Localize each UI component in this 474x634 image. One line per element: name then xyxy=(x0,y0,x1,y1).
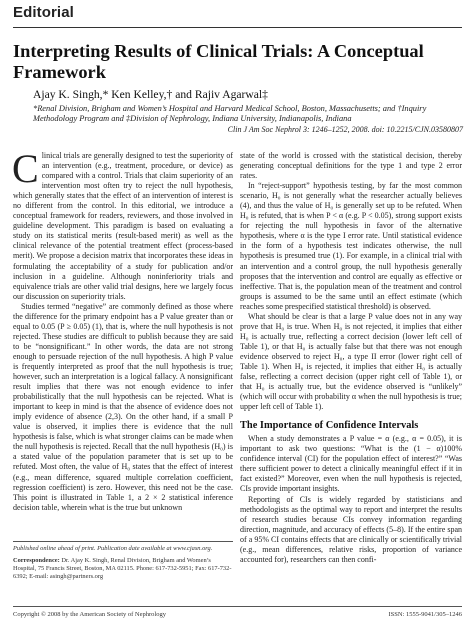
footer-rule xyxy=(13,606,462,607)
correspondence-note xyxy=(13,557,233,582)
body-paragraph: state of the world is crossed with the statistical decision, thereby generating conceptual definitions for the type 1 and type 2 error rates. xyxy=(240,151,462,181)
correspondence-text: Dr. Ajay K. Singh, Renal Division, Brigham and Women’s Hospital, 75 Francis Street, Boston, MA 02115. Phone: 617-732-5951; Fax: 617-732-6392; E-mail: asingh@partners.org xyxy=(13,557,232,581)
intro-text: linical trials are generally designed to test the superiority of an intervention (e.g., treatment, procedure, or device) as compared with a control. Trials that claim superiority of an intervention most often try to reject the null hypothesis, which generally states that the effect of an intervention of interest is no different from the control. In this editorial, we introduce a conceptual framework for readers, reviewers, and those involved in guideline development. This paradigm is based on evaluating a study on its statistical merits (result-based merit) as well as the clinical relevance of the potential treatment effect (process-based merit). We propose a decision matrix that incorporates these ideas in formulating the acceptability of a study for publication and/or inclusion in a guideline. Although noninferiority trials and equivalence trials are other valid trial designs, here we largely focus our discussion on superiority trials. xyxy=(13,151,233,301)
publication-note: Published online ahead of print. Publication date available at www.cjasn.org. xyxy=(13,545,213,552)
correspondence-label: Correspondence: xyxy=(13,557,60,564)
right-column xyxy=(240,151,462,565)
body-paragraph: What should be clear is that a large P value does not in any way prove that H₀ is true. When H₀ is not rejected, it implies that either H₀ is actually true, reflecting a correct decision (lower left cell of Table 1), or that H₀ is actually false but that there was not enough evidence observed to reject H₀, a type II error (lower right cell of Table 1). When H₀ is rejected, it implies that either H₀ is actually false, reflecting a correct decision (upper right cell of Table 1), or that H₀ is actually true, but the evidence observed is “unlikely” (which will occur with probability α when the null hypothesis is true; upper left cell of Table 1). xyxy=(240,311,462,412)
body-paragraph: Studies termed “negative” are commonly defined as those where the difference for the primary endpoint has a P value greater than or equal to 0.05 (P ≥ 0.05) (1), that is, where the null hypothesis is not rejected. These studies are difficult to publish because they are said to be “nonsignificant.” In other words, the data are not strong enough to persuade rejection of the null hypothesis. A high P value is frequently interpreted as proof that the null hypothesis is true; however, such an interpretation is a logical fallacy. A nonsignificant result implies that there was not enough evidence to infer probabilistically that the null hypothesis can be rejected. What is important to keep in mind is that the absence of evidence does not imply evidence of absence (2,3). On the other hand, if a small P value is observed, it implies there is evidence that the null hypothesis is false, which is what stronger claims can be made when the null hypothesis is rejected. Recall that the null hypothesis (H₀) is a stated value of the population parameter that is set up to be refuted. Most often, the value of H₀ states that the effect of interest (e.g., mean difference, squared multiple correlation coefficient, regression coefficient) is zero. However, this need not be the case. This point is illustrated in Table 1, a 2 × 2 statistical inference decision table, wherein what is the true but unknown xyxy=(13,301,233,512)
copyright-text: Copyright © 2008 by the American Society of Nephrology xyxy=(13,611,166,618)
section-label: Editorial xyxy=(13,4,74,21)
footnote-rule xyxy=(13,541,233,542)
body-paragraph: When a study demonstrates a P value = α (e.g., α = 0.05), it is important to ask two questions: “What is the (1 − α)100% confidence interval (CI) for the population effect of interest?” “Was there sufficient power to detect a clinically meaningful effect if it in fact existed?” Moreover, even when the null hypothesis is rejected, CIs provide important insights. xyxy=(240,434,462,494)
left-column xyxy=(12,146,233,513)
article-title: Interpreting Results of Clinical Trials: A Conceptual Framework xyxy=(13,41,424,82)
header-rule xyxy=(13,27,462,28)
citation-line: Clin J Am Soc Nephrol 3: 1246–1252, 2008. doi: 10.2215/CJN.03580807 xyxy=(227,125,463,134)
author-list: Ajay K. Singh,* Ken Kelley,† and Rajiv Agarwal‡ xyxy=(33,88,268,101)
drop-cap: C xyxy=(12,146,39,191)
affiliations: *Renal Division, Brigham and Women’s Hospital and Harvard Medical School, Boston, Massachusetts; and †Inquiry Methodology Program and ‡Division of Nephrology, Indiana University, Indianapolis, Indiana xyxy=(33,104,427,124)
section-heading: The Importance of Confidence Intervals xyxy=(240,420,419,432)
body-paragraph: Reporting of CIs is widely regarded by statisticians and methodologists as the optimal way to report and interpret the results of research studies because CIs convey information regarding direction, magnitude, and accuracy of effects (5–8). If the entire span of a 95% CI contains effects that are clinically or scientifically trivial (e.g., mean differences, relative risks, proportion of variance accounted for), researchers can then confi- xyxy=(240,494,462,564)
issn-text: ISSN: 1555-9041/305–1246 xyxy=(388,611,462,618)
body-paragraph: In “reject-support” hypothesis testing, by far the most common scenario, H₀ is not generally what the researcher actually believes (4), and thus the value of H₀ is generally set up to be refuted. When H₀ is refuted, that is when P < α (e.g. P < 0.05), strong support exists for rejecting the null hypothesis in favor of the alternative hypothesis, where α is the type I error rate. Until statistical evidence in the form of a hypothesis test indicates otherwise, the null hypothesis is presumed true (1). For example, in a clinical trial with an intervention and a control group, the null hypothesis generally proposes that the intervention and control are equally as effective or ineffective. That is, the population mean of the treatment and control groups is assumed to be the same until an effect estimate (which reaches some prespecified statistical threshold) is observed. xyxy=(240,181,462,311)
intro-paragraph xyxy=(12,146,233,302)
